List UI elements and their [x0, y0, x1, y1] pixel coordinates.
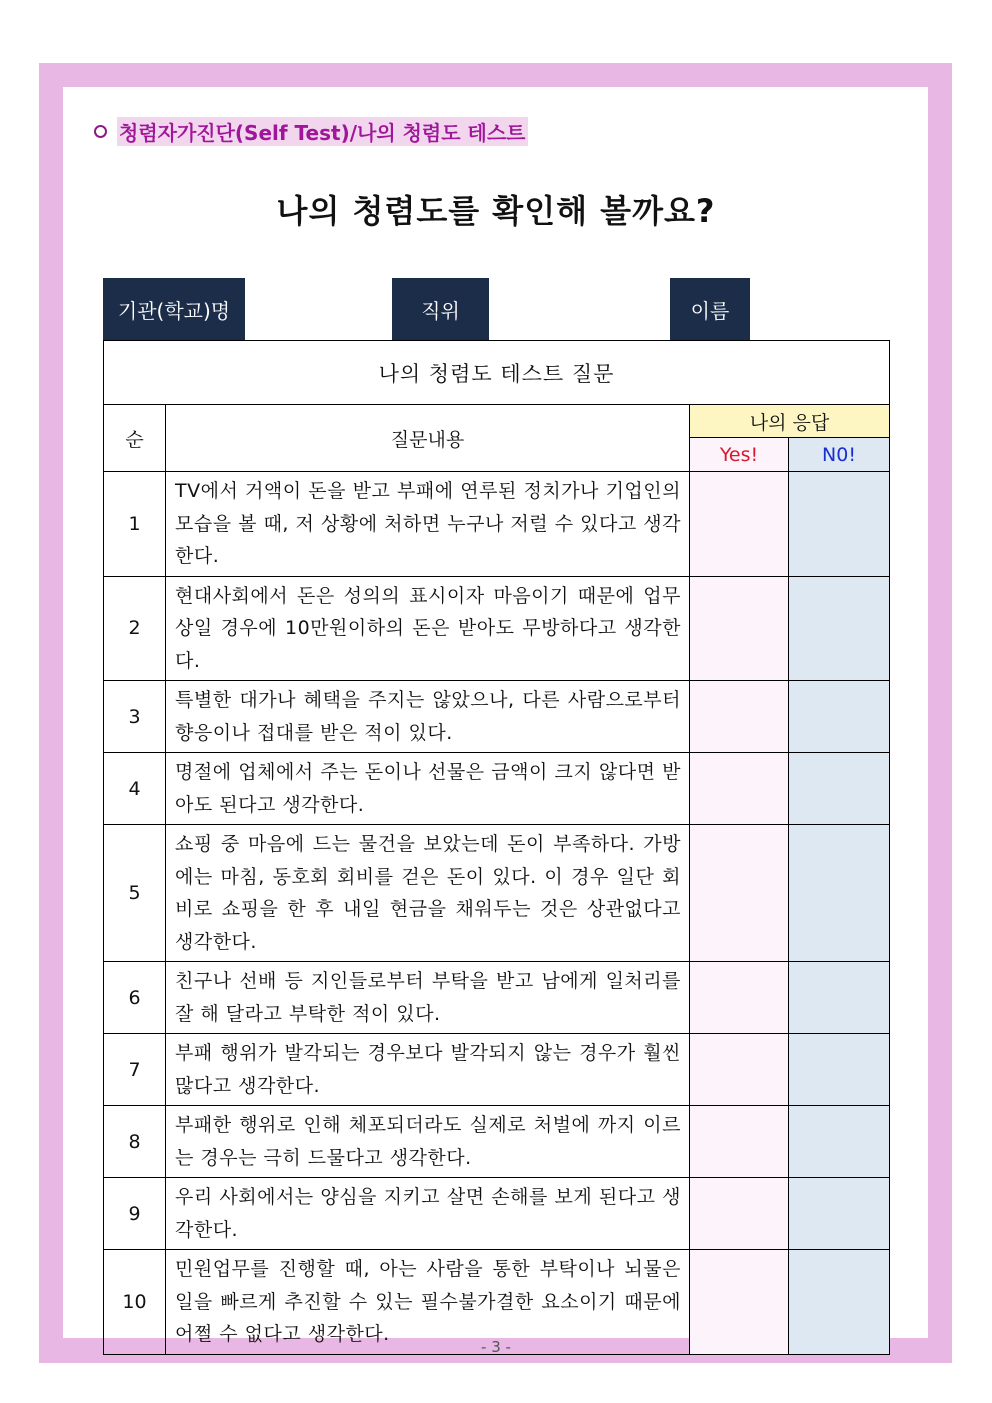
no-answer-cell[interactable]	[789, 753, 890, 825]
yes-answer-cell[interactable]	[690, 825, 789, 962]
name-label: 이름	[670, 278, 750, 340]
question-number: 7	[104, 1034, 166, 1106]
yes-answer-cell[interactable]	[690, 1178, 789, 1250]
table-row	[104, 753, 890, 825]
table-row	[104, 962, 890, 1034]
column-header-response: 나의 응답	[690, 405, 890, 438]
question-text: 친구나 선배 등 지인들로부터 부탁을 받고 남에게 일처리를 잘 해 달라고 부탁한 적이 있다.	[166, 962, 690, 1034]
no-answer-cell[interactable]	[789, 681, 890, 753]
table-row	[104, 1106, 890, 1178]
main-title: 나의 청렴도를 확인해 볼까요?	[276, 192, 716, 230]
table-row	[104, 825, 890, 962]
question-number: 1	[104, 472, 166, 577]
question-number: 5	[104, 825, 166, 962]
column-header-yes: Yes!	[690, 438, 789, 472]
section-heading-text: 청렴자가진단(Self Test)/나의 청렴도 테스트	[117, 117, 528, 146]
yes-answer-cell[interactable]	[690, 753, 789, 825]
no-answer-cell[interactable]	[789, 825, 890, 962]
section-heading	[94, 117, 528, 145]
question-number: 8	[104, 1106, 166, 1178]
table-row	[104, 1178, 890, 1250]
yes-answer-cell[interactable]	[690, 1034, 789, 1106]
question-text: 특별한 대가나 혜택을 주지는 않았으나, 다른 사람으로부터 향응이나 접대를 받은 적이 있다.	[166, 681, 690, 753]
yes-answer-cell[interactable]	[690, 472, 789, 577]
yes-answer-cell[interactable]	[690, 1106, 789, 1178]
org-name-label: 기관(학교)명	[103, 278, 245, 340]
column-header-no: N0!	[789, 438, 890, 472]
column-header-number: 순	[104, 405, 166, 472]
page-number: - 3 -	[481, 1338, 511, 1356]
integrity-test-table	[103, 340, 890, 1355]
question-number: 2	[104, 576, 166, 681]
table-row	[104, 472, 890, 577]
column-header-question: 질문내용	[166, 405, 690, 472]
circle-bullet-icon	[94, 125, 107, 138]
no-answer-cell[interactable]	[789, 962, 890, 1034]
question-text: 민원업무를 진행할 때, 아는 사람을 통한 부탁이나 뇌물은 일을 빠르게 추진할 수 있는 필수불가결한 요소이기 때문에 어쩔 수 없다고 생각한다.	[166, 1250, 690, 1355]
no-answer-cell[interactable]	[789, 576, 890, 681]
question-text: 부패 행위가 발각되는 경우보다 발각되지 않는 경우가 훨씬 많다고 생각한다.	[166, 1034, 690, 1106]
position-label: 직위	[392, 278, 489, 340]
no-answer-cell[interactable]	[789, 1178, 890, 1250]
question-text: TV에서 거액이 돈을 받고 부패에 연루된 정치가나 기업인의 모습을 볼 때, 저 상황에 처하면 누구나 저럴 수 있다고 생각한다.	[166, 472, 690, 577]
question-text: 명절에 업체에서 주는 돈이나 선물은 금액이 크지 않다면 받아도 된다고 생각한다.	[166, 753, 690, 825]
table-row	[104, 576, 890, 681]
no-answer-cell[interactable]	[789, 1034, 890, 1106]
question-number: 9	[104, 1178, 166, 1250]
question-text: 쇼핑 중 마음에 드는 물건을 보았는데 돈이 부족하다. 가방에는 마침, 동호회 회비를 걷은 돈이 있다. 이 경우 일단 회비로 쇼핑을 한 후 내일 현금을 채워두는 것은 상관없다고 생각한다.	[166, 825, 690, 962]
question-text: 부패한 행위로 인해 체포되더라도 실제로 처벌에 까지 이르는 경우는 극히 드물다고 생각한다.	[166, 1106, 690, 1178]
question-number: 4	[104, 753, 166, 825]
table-row	[104, 681, 890, 753]
no-answer-cell[interactable]	[789, 472, 890, 577]
yes-answer-cell[interactable]	[690, 681, 789, 753]
question-text: 우리 사회에서는 양심을 지키고 살면 손해를 보게 된다고 생각한다.	[166, 1178, 690, 1250]
no-answer-cell[interactable]	[789, 1106, 890, 1178]
question-number: 6	[104, 962, 166, 1034]
table-row	[104, 1034, 890, 1106]
question-number: 10	[104, 1250, 166, 1355]
table-title: 나의 청렴도 테스트 질문	[104, 341, 890, 405]
yes-answer-cell[interactable]	[690, 576, 789, 681]
yes-answer-cell[interactable]	[690, 962, 789, 1034]
question-number: 3	[104, 681, 166, 753]
question-text: 현대사회에서 돈은 성의의 표시이자 마음이기 때문에 업무상일 경우에 10만원이하의 돈은 받아도 무방하다고 생각한다.	[166, 576, 690, 681]
